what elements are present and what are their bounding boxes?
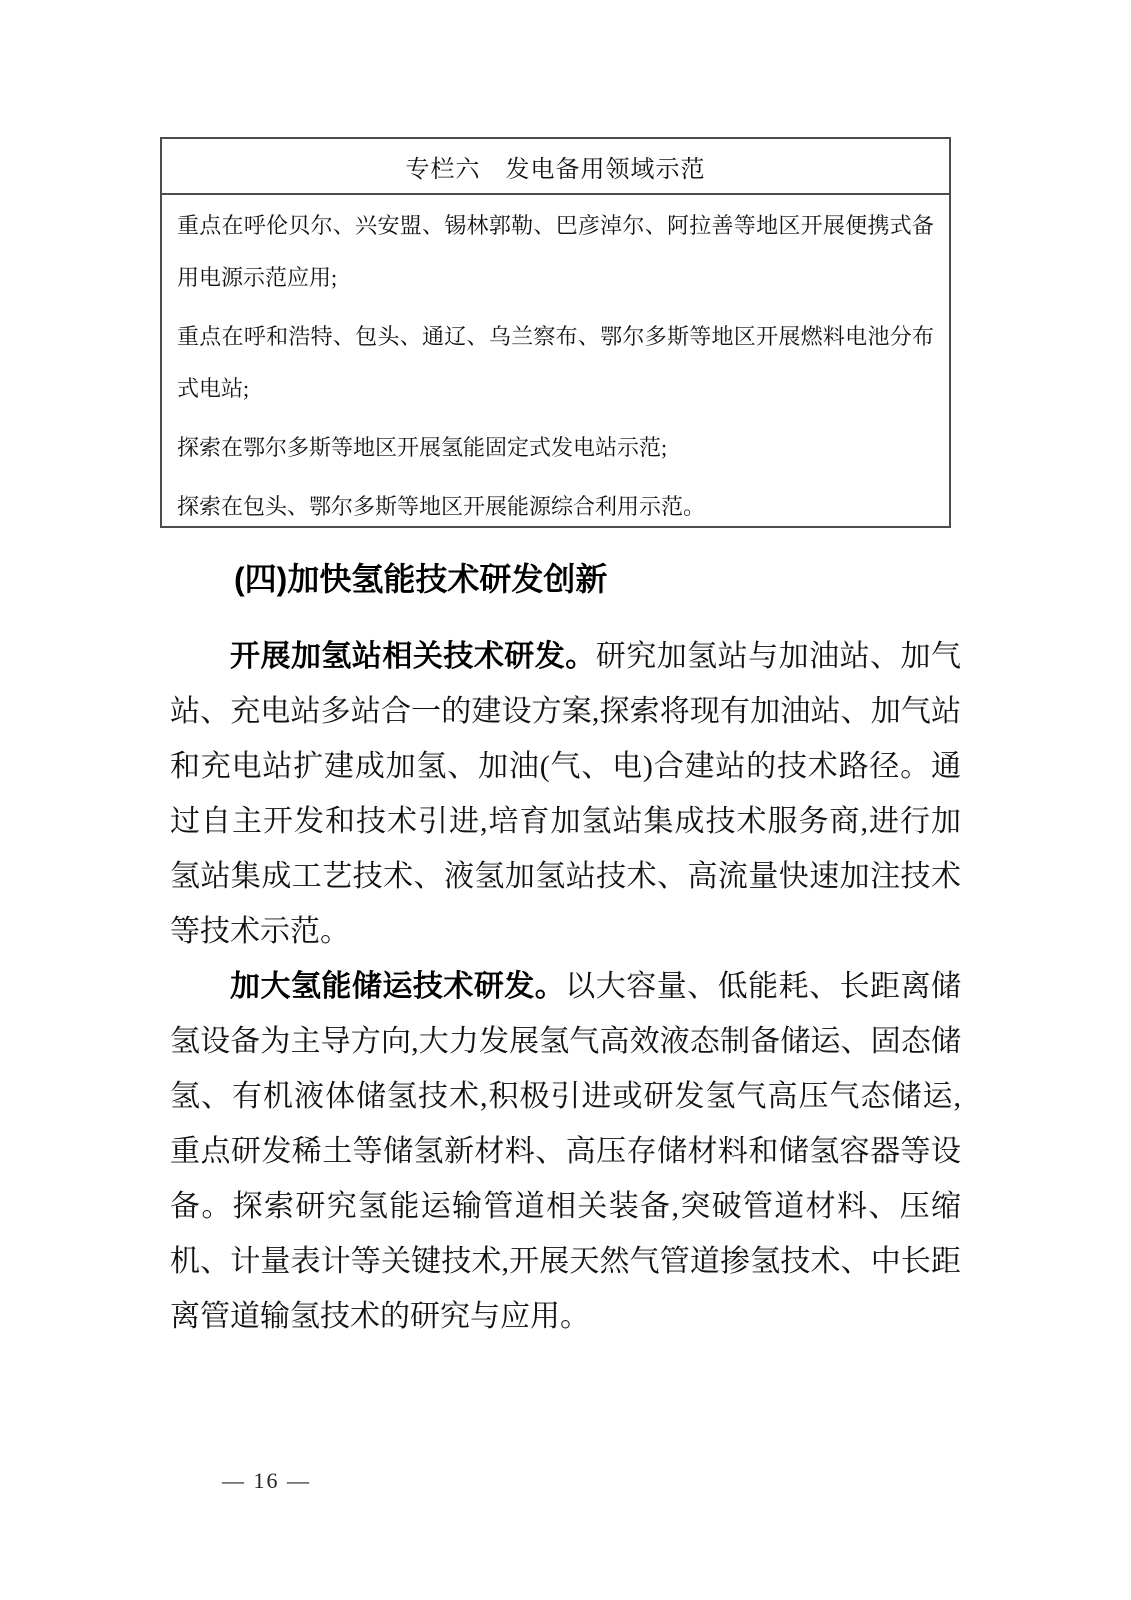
section-heading: (四)加快氢能技术研发创新 [234, 561, 608, 597]
feature-box-header [162, 139, 949, 195]
page-number: — 16 — [222, 1468, 311, 1493]
paragraph-lead-bold: 加大氢能储运技术研发。 [230, 970, 566, 1003]
feature-box-body [162, 195, 949, 528]
feature-box [160, 137, 951, 528]
paragraph-lead-bold: 开展加氢站相关技术研发。 [230, 640, 596, 673]
feature-box-paragraph: 重点在呼和浩特、包头、通辽、乌兰察布、鄂尔多斯等地区开展燃料电池分布式电站; [177, 324, 934, 401]
main-content [170, 551, 961, 1344]
body-paragraph [170, 629, 961, 959]
feature-box-paragraph: 探索在鄂尔多斯等地区开展氢能固定式发电站示范; [177, 435, 668, 460]
feature-box-paragraph: 重点在呼伦贝尔、兴安盟、锡林郭勒、巴彦淖尔、阿拉善等地区开展便携式备用电源示范应用; [177, 213, 934, 290]
feature-box-paragraph: 探索在包头、鄂尔多斯等地区开展能源综合利用示范。 [177, 494, 706, 519]
paragraph-text: 以大容量、低能耗、长距离储氢设备为主导方向,大力发展氢气高效液态制备储运、固态储氢、有机液体储氢技术,积极引进或研发氢气高压气态储运,重点研发稀土等储氢新材料、高压存储材料和储氢容器等设备。探索研究氢能运输管道相关装备,突破管道材料、压缩机、计量表计等关键技术,开展天然气管道掺氢技术、中长距离管道输氢技术的研究与应用。 [170, 970, 962, 1333]
paragraph-text: 研究加氢站与加油站、加气站、充电站多站合一的建设方案,探索将现有加油站、加气站和充电站扩建成加氢、加油(气、电)合建站的技术路径。通过自主开发和技术引进,培育加氢站集成技术服务商,进行加氢站集成工艺技术、液氢加氢站技术、高流量快速加注技术等技术示范。 [170, 640, 962, 948]
body-paragraph [170, 959, 961, 1344]
feature-box-title: 专栏六 发电备用领域示范 [405, 156, 706, 183]
